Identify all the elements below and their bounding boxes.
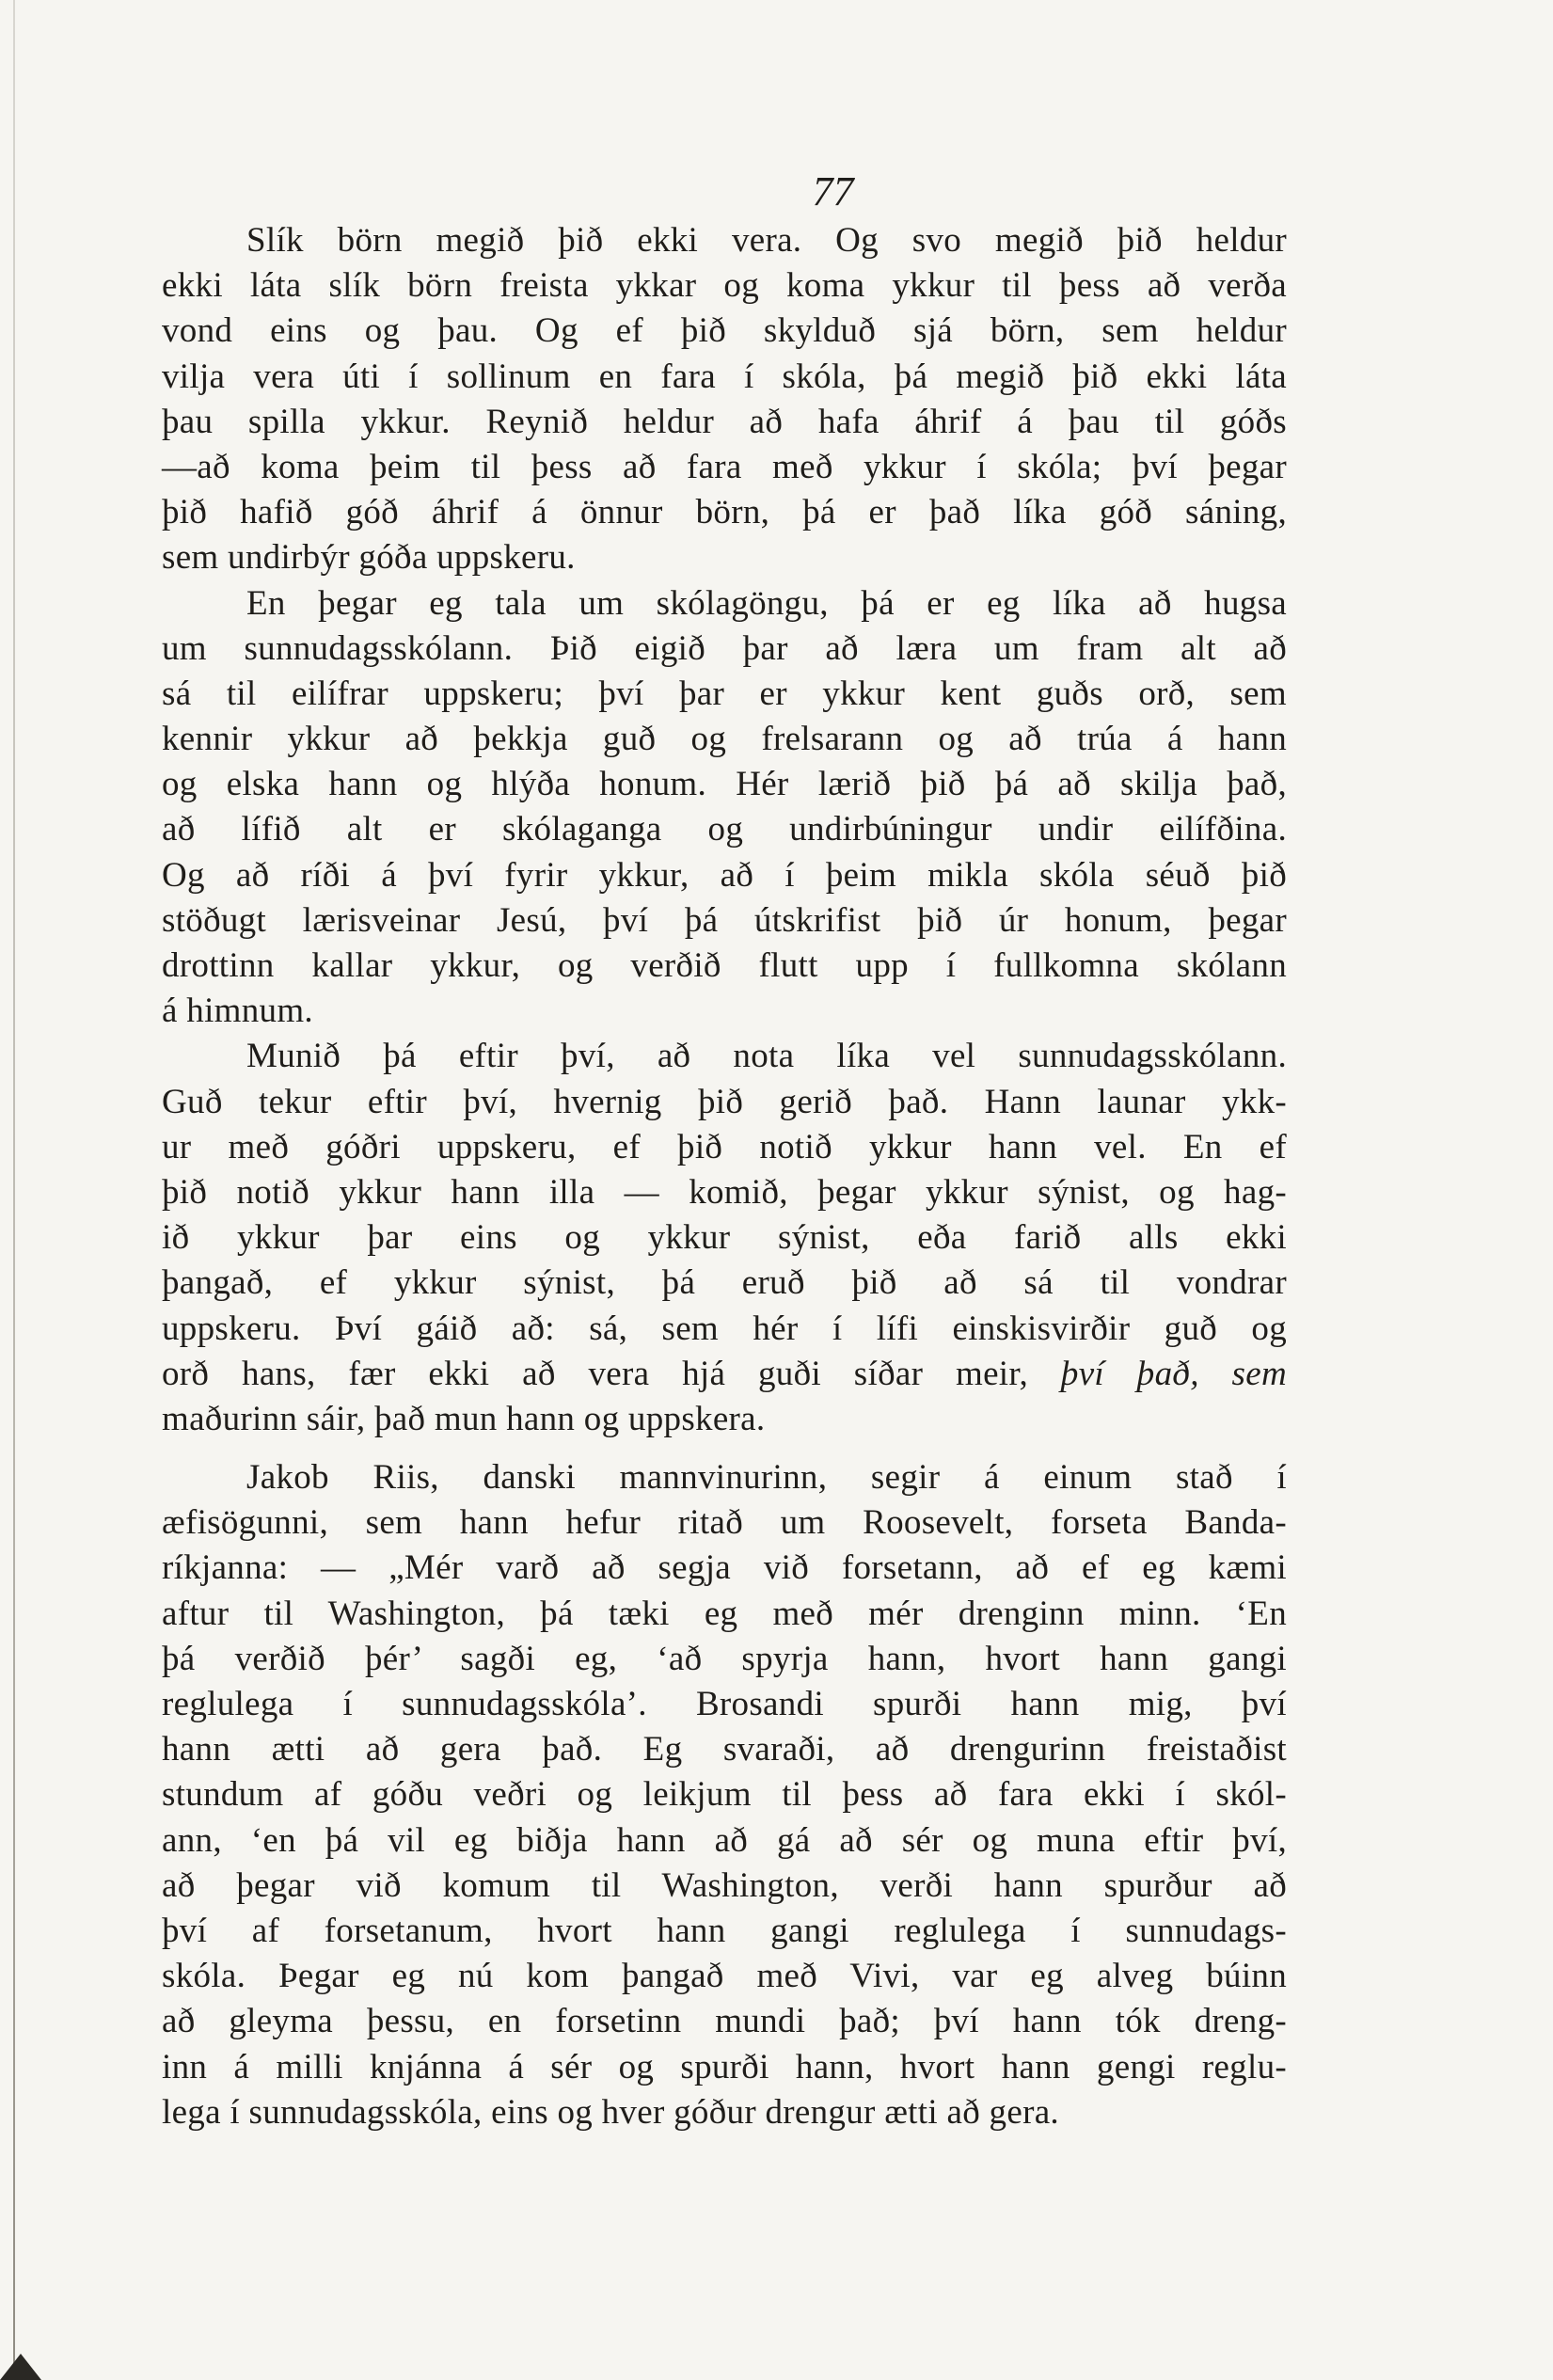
paragraph-gap <box>162 1442 1287 1455</box>
text-line: ur með góðri uppskeru, ef þið notið ykkur hann vel. En ef <box>162 1127 1287 1166</box>
text-line: og elska hann og hlýða honum. Hér lærið þið þá að skilja það, <box>162 765 1287 804</box>
text-line: ann, ‘en þá vil eg biðja hann að gá að sér og muna eftir því, <box>162 1820 1287 1860</box>
page-number: 77 <box>812 168 854 214</box>
text-line: ið ykkur þar eins og ykkur sýnist, eða farið alls ekki <box>162 1218 1287 1258</box>
text-line: aftur til Washington, þá tæki eg með mér drenginn minn. ‘En <box>162 1594 1287 1633</box>
text-line: En þegar eg tala um skólagöngu, þá er eg líka að hugsa <box>246 583 1287 623</box>
scan-corner-mark <box>0 2354 41 2380</box>
italic-text-segment: því það, sem <box>1060 1354 1287 1393</box>
text-line: reglulega í sunnudagsskóla’. Brosandi spurði hann mig, því <box>162 1685 1287 1723</box>
text-line: uppskeru. Því gáið að: sá, sem hér í lífi einskisvirðir guð og <box>162 1309 1287 1348</box>
text-line: sá til eilífrar uppskeru; því þar er ykkur kent guðs orð, sem <box>162 674 1287 713</box>
text-line: um sunnudagsskólann. Þið eigið þar að læra um fram alt að <box>162 628 1287 668</box>
text-line: vond eins og þau. Og ef þið skylduð sjá börn, sem heldur <box>162 311 1287 351</box>
body-text <box>162 218 1287 2135</box>
text-line: Jakob Riis, danski mannvinurinn, segir á einum stað í <box>246 1458 1287 1498</box>
text-line: ekki láta slík börn freista ykkar og koma ykkur til þess að verða <box>162 266 1287 306</box>
text-line: þá verðið þér’ sagði eg, ‘að spyrja hann, hvort hann gangi <box>162 1639 1287 1678</box>
text-line: kennir ykkur að þekkja guð og frelsarann og að trúa á hann <box>162 720 1287 759</box>
italic-text-line: maðurinn sáir, það mun hann og uppskera. <box>162 1399 766 1438</box>
text-line: á himnum. <box>162 992 313 1031</box>
text-line: að þegar við komum til Washington, verði hann spurður að <box>162 1865 1287 1905</box>
text-line: inn á milli knjánna á sér og spurði hann, hvort hann gengi reglu- <box>162 2047 1287 2086</box>
text-line: sem undirbýr góða uppskeru. <box>162 538 576 578</box>
text-line: hann ætti að gera það. Eg svaraði, að drengurinn freistaðist <box>162 1730 1287 1769</box>
text-line: þið hafið góð áhrif á önnur börn, þá er það líka góð sáning, <box>162 493 1287 532</box>
text-line: Og að ríði á því fyrir ykkur, að í þeim mikla skóla séuð þið <box>162 855 1287 895</box>
text-line: æfisögunni, sem hann hefur ritað um Roosevelt, forseta Banda- <box>162 1503 1287 1543</box>
text-line: vilja vera úti í sollinum en fara í skóla, þá megið þið ekki láta <box>162 357 1287 396</box>
text-line: drottinn kallar ykkur, og verðið flutt upp í fullkomna skólann <box>162 946 1287 985</box>
text-line: að lífið alt er skólaganga og undirbúningur undir eilífðina. <box>162 810 1287 849</box>
scan-edge <box>13 0 15 2380</box>
text-line: ríkjanna: — „Mér varð að segja við forsetann, að ef eg kæmi <box>162 1548 1287 1588</box>
text-line: að gleyma þessu, en forsetinn mundi það; því hann tók dreng- <box>162 2002 1287 2041</box>
text-line <box>162 1352 1287 1397</box>
text-line: stundum af góðu veðri og leikjum til þess að fara ekki í skól- <box>162 1775 1287 1815</box>
text-line: stöðugt lærisveinar Jesú, því þá útskrifist þið úr honum, þegar <box>162 900 1287 940</box>
text-line: þau spilla ykkur. Reynið heldur að hafa áhrif á þau til góðs <box>162 402 1287 441</box>
text-line: Munið þá eftir því, að nota líka vel sunnudagsskólann. <box>246 1037 1287 1076</box>
text-line: Guð tekur eftir því, hvernig þið gerið það. Hann launar ykk- <box>162 1082 1287 1121</box>
text-line: —að koma þeim til þess að fara með ykkur í skóla; því þegar <box>162 447 1287 486</box>
text-line: skóla. Þegar eg nú kom þangað með Vivi, var eg alveg búinn <box>162 1957 1287 1996</box>
text-line: þangað, ef ykkur sýnist, þá eruð þið að sá til vondrar <box>162 1263 1287 1303</box>
text-line: Slík börn megið þið ekki vera. Og svo megið þið heldur <box>246 221 1287 260</box>
text-segment: orð hans, fær ekki að vera hjá guði síðar meir, <box>162 1354 1029 1393</box>
text-line: þið notið ykkur hann illa — komið, þegar ykkur sýnist, og hag- <box>162 1172 1287 1212</box>
text-line: lega í sunnudagsskóla, eins og hver góður drengur ætti að gera. <box>162 2092 1059 2132</box>
text-line: því af forsetanum, hvort hann gangi reglulega í sunnudags- <box>162 1911 1287 1950</box>
